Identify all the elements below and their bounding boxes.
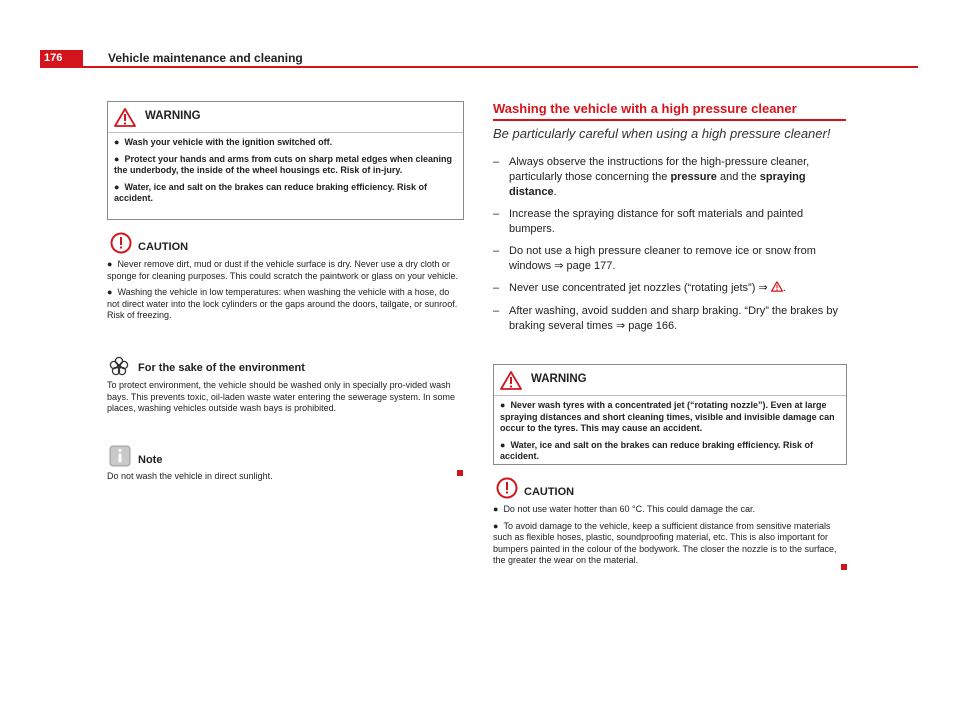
caution-icon	[496, 477, 518, 504]
section-title-rule	[493, 119, 846, 121]
caution-item: ● To avoid damage to the vehicle, keep a sufficient distance from sensitive materials such as flexible hoses, plastic, soundproofing material, etc. This is also important for bumpers painted in the colour of the bodywork. The closer the nozzle is to the surface, the greater the wear on the material.	[493, 520, 837, 565]
step-item: – Never use concentrated jet nozzles (“rotating jets”) ⇒ .	[493, 281, 843, 297]
end-marker	[457, 470, 463, 476]
caution-section	[107, 232, 464, 327]
environment-flower-icon	[109, 356, 129, 381]
page-title: Vehicle maintenance and cleaning	[108, 51, 303, 65]
caution-item: ● Washing the vehicle in low temperatures: when washing the vehicle with a hose, do not direct water into the lock cylinders or the gaps around the doors, tailgate, or sunroof. Risk of freezing.	[107, 287, 458, 320]
note-icon	[109, 445, 131, 472]
section-subtitle: Be particularly careful when using a high pressure cleaner!	[493, 126, 831, 141]
note-section	[107, 445, 464, 488]
environment-label: For the sake of the environment	[138, 362, 305, 374]
caution-item: ● Do not use water hotter than 60 °C. This could damage the car.	[493, 504, 756, 514]
warning-label: WARNING	[145, 110, 201, 122]
caution-section	[493, 477, 847, 572]
warning-header	[108, 102, 463, 133]
warning-box	[493, 364, 847, 465]
warning-item: ● Never wash tyres with a concentrated jet (“rotating nozzle”). Even at large spraying distances and short cleaning times, visible and invisible damage can occur to the tyres. This may cause an accident.	[500, 400, 835, 433]
step-list	[493, 155, 843, 341]
page-number: 176	[40, 50, 83, 66]
warning-item: ● Protect your hands and arms from cuts on sharp metal edges when cleaning the underbody, the inside of the wheel housings etc. Risk of in-jury.	[114, 153, 453, 175]
warning-item: ● Water, ice and salt on the brakes can reduce braking efficiency. Risk of accident.	[114, 181, 428, 203]
note-label: Note	[138, 454, 163, 466]
caution-label: CAUTION	[138, 241, 189, 253]
step-item: – Increase the spraying distance for soft materials and painted bumpers.	[493, 208, 804, 235]
warning-header	[494, 365, 846, 396]
end-marker	[841, 564, 847, 570]
warning-ref-icon	[771, 281, 783, 297]
step-item: – After washing, avoid sudden and sharp braking. “Dry” the brakes by braking several times ⇒ page 166.	[493, 305, 838, 332]
warning-triangle-icon	[500, 371, 522, 395]
step-item: – Always observe the instructions for the high-pressure cleaner, particularly those concerning the pressure and the spraying distance.	[493, 156, 810, 198]
environment-text: To protect environment, the vehicle should be washed only in specially pro-vided wash bays. This prevents toxic, oil-laden waste water entering the sewerage system. In some places, washing vehicles outside wash bays is prohibited.	[107, 380, 455, 413]
environment-section	[107, 356, 464, 420]
note-text: Do not wash the vehicle in direct sunlight.	[107, 471, 273, 481]
header-rule	[40, 66, 918, 68]
caution-item: ● Never remove dirt, mud or dust if the vehicle surface is dry. Never use a dry cloth or sponge for cleaning purposes. This could scratch the paintwork or glass on your vehicle.	[107, 259, 459, 281]
section-title: Washing the vehicle with a high pressure cleaner	[493, 101, 797, 116]
warning-label: WARNING	[531, 373, 587, 385]
warning-box	[107, 101, 464, 220]
step-item: – Do not use a high pressure cleaner to remove ice or snow from windows ⇒ page 177.	[493, 245, 816, 272]
caution-icon	[110, 232, 132, 259]
warning-triangle-icon	[114, 108, 136, 132]
warning-item: ● Water, ice and salt on the brakes can reduce braking efficiency. Risk of accident.	[500, 439, 814, 461]
warning-item: ● Wash your vehicle with the ignition switched off.	[114, 137, 333, 147]
caution-label: CAUTION	[524, 486, 575, 498]
